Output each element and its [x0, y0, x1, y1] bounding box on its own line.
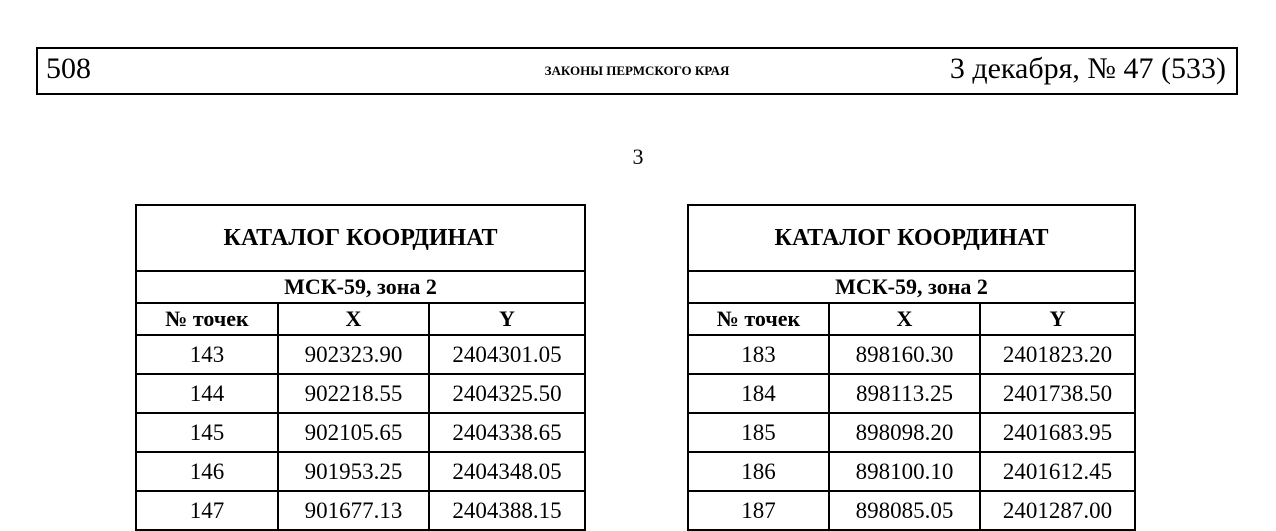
- y-coordinate: 2404388.15: [429, 491, 585, 530]
- y-coordinate: 2401612.45: [980, 452, 1135, 491]
- issue-info: 3 декабря, № 47 (533): [949, 52, 1226, 85]
- point-number: 187: [688, 491, 829, 530]
- x-coordinate: 898098.20: [829, 413, 980, 452]
- point-number: 185: [688, 413, 829, 452]
- y-coordinate: 2401683.95: [980, 413, 1135, 452]
- page-number: 508: [46, 52, 91, 85]
- x-coordinate: 898100.10: [829, 452, 980, 491]
- y-coordinate: 2404301.05: [429, 335, 585, 374]
- table-row: [688, 413, 1135, 452]
- point-number: 147: [136, 491, 278, 530]
- x-coordinate: 902105.65: [278, 413, 429, 452]
- point-number: 146: [136, 452, 278, 491]
- table-row: [136, 374, 585, 413]
- point-number: 183: [688, 335, 829, 374]
- coordinate-catalog-table: [135, 204, 586, 531]
- page-header: [36, 47, 1238, 95]
- table-row: [136, 335, 585, 374]
- point-number: 144: [136, 374, 278, 413]
- table-row: [688, 374, 1135, 413]
- x-coordinate: 898113.25: [829, 374, 980, 413]
- x-coordinate: 901953.25: [278, 452, 429, 491]
- y-coordinate: 2401823.20: [980, 335, 1135, 374]
- table-row: [688, 491, 1135, 530]
- coordinate-catalog-table: [687, 204, 1136, 531]
- column-header-x: X: [829, 303, 980, 335]
- column-header-y: Y: [980, 303, 1135, 335]
- sheet-number: 3: [632, 144, 644, 169]
- y-coordinate: 2401738.50: [980, 374, 1135, 413]
- y-coordinate: 2404348.05: [429, 452, 585, 491]
- coordinate-system: МСК-59, зона 2: [136, 271, 585, 303]
- x-coordinate: 901677.13: [278, 491, 429, 530]
- table-row: [136, 491, 585, 530]
- table-row: [136, 413, 585, 452]
- table-row: [688, 335, 1135, 374]
- column-header-y: Y: [429, 303, 585, 335]
- y-coordinate: 2404338.65: [429, 413, 585, 452]
- point-number: 145: [136, 413, 278, 452]
- column-header-point: № точек: [136, 303, 278, 335]
- y-coordinate: 2401287.00: [980, 491, 1135, 530]
- catalog-title: КАТАЛОГ КООРДИНАТ: [136, 205, 585, 271]
- journal-title: ЗАКОНЫ ПЕРМСКОГО КРАЯ: [544, 63, 730, 78]
- x-coordinate: 902323.90: [278, 335, 429, 374]
- x-coordinate: 902218.55: [278, 374, 429, 413]
- y-coordinate: 2404325.50: [429, 374, 585, 413]
- point-number: 184: [688, 374, 829, 413]
- x-coordinate: 898160.30: [829, 335, 980, 374]
- column-header-point: № точек: [688, 303, 829, 335]
- table-row: [136, 452, 585, 491]
- coordinate-system: МСК-59, зона 2: [688, 271, 1135, 303]
- catalog-title: КАТАЛОГ КООРДИНАТ: [688, 205, 1135, 271]
- x-coordinate: 898085.05: [829, 491, 980, 530]
- point-number: 186: [688, 452, 829, 491]
- table-row: [688, 452, 1135, 491]
- point-number: 143: [136, 335, 278, 374]
- column-header-x: X: [278, 303, 429, 335]
